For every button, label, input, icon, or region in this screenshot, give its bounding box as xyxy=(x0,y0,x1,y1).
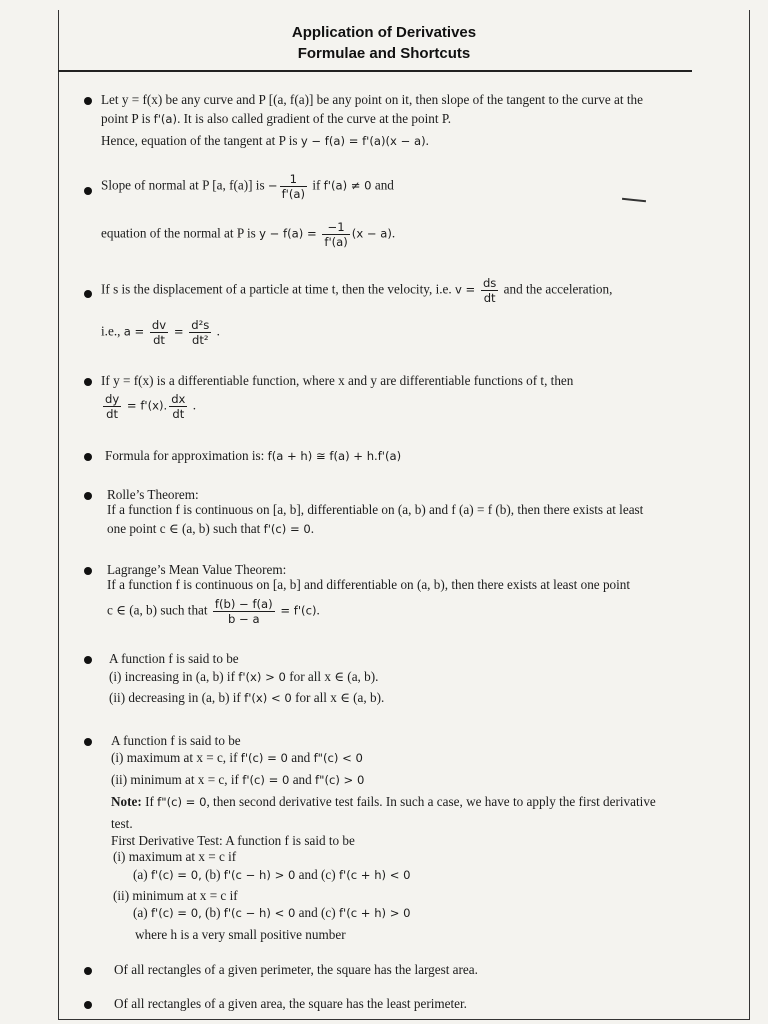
tangent-line-2: point P is f'(a). It is also called gradient of the curve at the point P. xyxy=(101,111,451,126)
extrema-note-end: test. xyxy=(111,816,133,831)
bullet-icon xyxy=(84,567,92,575)
fdt-maximum-title: (i) maximum at x = c if xyxy=(113,849,237,864)
rectangle-perimeter-line: Of all rectangles of a given area, the square has the least perimeter. xyxy=(114,996,467,1011)
bullet-icon xyxy=(84,187,92,195)
bullet-icon xyxy=(84,492,92,500)
fdt-minimum-title: (ii) minimum at x = c if xyxy=(113,888,238,903)
normal-line-1: Slope of normal at P [a, f(a)] is − $\frac{1}{f'(a)}$ if f'(a) ≠ 0 and xyxy=(101,172,394,201)
velocity-line-2: i.e., a = $\frac{dv}{dt}$ = $\frac{\text{d²s}}{\text{dt²}}$ . xyxy=(101,318,220,347)
rolle-line-2: one point c ∈ (a, b) such that f'(c) = 0. xyxy=(107,521,315,536)
bullet-icon xyxy=(84,290,92,298)
chain-line-1: If y = f(x) is a differentiable function, where x and y are differentiable functions of t, then xyxy=(101,373,574,388)
bullet-icon xyxy=(84,656,92,664)
page-title: Application of Derivatives xyxy=(291,24,477,41)
rolle-title: Rolle’s Theorem: xyxy=(107,487,199,502)
lagrange-line-1: If a function f is continuous on [a, b] and differentiable on (a, b), then there exists at least one point xyxy=(107,577,631,592)
extrema-title: A function f is said to be xyxy=(111,733,241,748)
monotonic-decreasing: (ii) decreasing in (a, b) if f'(x) < 0 for all x ∈ (a, b). xyxy=(109,690,385,705)
extrema-note: Note: If f"(c) = 0, then second derivative test fails. In such a case, we have to apply the first derivative xyxy=(111,794,656,809)
tangent-line-3: Hence, equation of the tangent at P is y − f(a) = f'(a)(x − a). xyxy=(101,133,429,148)
fdt-maximum-conditions: (a) f'(c) = 0, (b) f'(c − h) > 0 and (c) f'(c + h) < 0 xyxy=(133,867,411,882)
approximation-line: Formula for approximation is: f(a + h) ≅ f(a) + h.f'(a) xyxy=(105,448,402,463)
tangent-line-1: Let y = f(x) be any curve and P [(a, f(a)] be any point on it, then slope of the tangent to the curve at the xyxy=(101,92,643,107)
page-header xyxy=(0,22,768,64)
bullet-icon xyxy=(84,738,92,746)
normal-line-2: equation of the normal at P is y − f(a) = $\frac{-1}{f'(a)}$ (x − a). xyxy=(101,220,396,249)
rectangle-area-line: Of all rectangles of a given perimeter, the square has the largest area. xyxy=(114,962,478,977)
extrema-maximum: (i) maximum at x = c, if f'(c) = 0 and f"(c) < 0 xyxy=(111,750,363,765)
first-derivative-test-title: First Derivative Test: A function f is said to be xyxy=(111,833,355,848)
velocity-line-1: If s is the displacement of a particle at time t, then the velocity, i.e. v = $\frac{ds}{dt}$ and the acceleration, xyxy=(101,276,613,305)
fdt-minimum-conditions: (a) f'(c) = 0, (b) f'(c − h) < 0 and (c) f'(c + h) > 0 xyxy=(133,905,411,920)
chain-line-2: $\frac{dy}{dt}$ = f'(x). $\frac{dx}{dt}$ . xyxy=(105,392,197,421)
monotonic-title: A function f is said to be xyxy=(109,651,239,666)
fdt-where-note: where h is a very small positive number xyxy=(135,927,346,942)
lagrange-title: Lagrange’s Mean Value Theorem: xyxy=(107,562,287,577)
bullet-icon xyxy=(84,453,92,461)
lagrange-line-2: c ∈ (a, b) such that $\frac{f(b) - f(a)}{b - a}$ = f'(c). xyxy=(107,597,320,626)
rolle-line-1: If a function f is continuous on [a, b], differentiable on (a, b) and f (a) = f (b), then there exists at least xyxy=(107,502,644,517)
bullet-icon xyxy=(84,378,92,386)
bullet-icon xyxy=(84,97,92,105)
header-rule xyxy=(58,70,692,72)
page-subtitle: Formulae and Shortcuts xyxy=(297,45,471,62)
bullet-icon xyxy=(84,967,92,975)
extrema-minimum: (ii) minimum at x = c, if f'(c) = 0 and f"(c) > 0 xyxy=(111,772,365,787)
bullet-icon xyxy=(84,1001,92,1009)
monotonic-increasing: (i) increasing in (a, b) if f'(x) > 0 for all x ∈ (a, b). xyxy=(109,669,379,684)
